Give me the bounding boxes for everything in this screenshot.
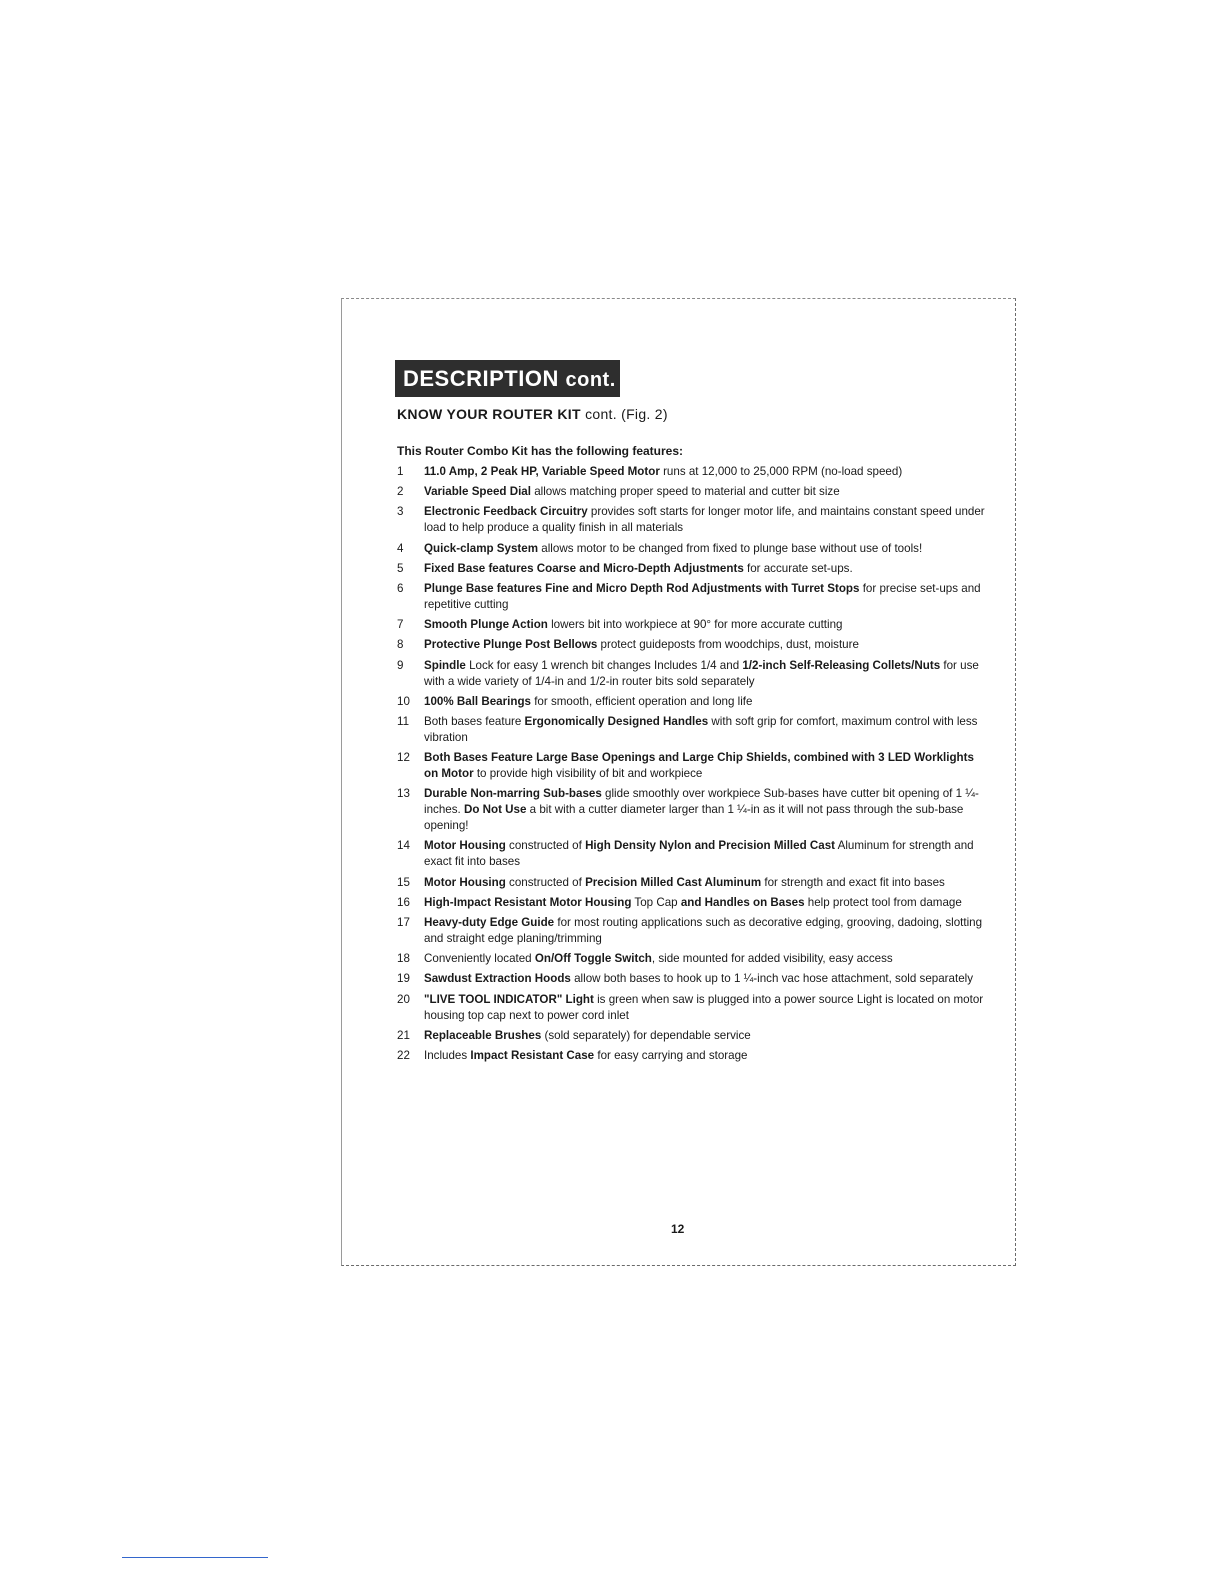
feature-item: [397, 561, 987, 577]
feature-text-normal: protect guideposts from woodchips, dust, moisture: [597, 638, 859, 652]
feature-item: [397, 1028, 987, 1044]
feature-number: 17: [397, 916, 410, 929]
feature-item: [397, 694, 987, 710]
feature-item: [397, 875, 987, 891]
feature-text: [424, 971, 987, 987]
feature-text-bold: Plunge Base features Fine and Micro Depth Rod Adjustments with Turret Stops: [424, 581, 860, 595]
feature-number: 15: [397, 875, 410, 889]
feature-text-bold: Durable Non-marring Sub-bases: [424, 787, 602, 801]
feature-text-normal: lowers bit into workpiece at 90° for more accurate cutting: [547, 618, 843, 632]
footer-link-underline: [122, 1557, 268, 1558]
feature-text: [424, 895, 987, 911]
feature-text: [424, 915, 987, 947]
feature-number: 6: [397, 581, 404, 595]
feature-text-bold: High-Impact Resistant Motor Housing: [424, 895, 632, 909]
feature-item: [397, 658, 987, 690]
feature-item: [397, 617, 987, 633]
feature-text-normal: with soft grip for comfort, maximum control with less vibration: [424, 714, 978, 744]
section-heading: [397, 406, 668, 422]
feature-text-normal: Lock for easy 1 wrench bit changes Includes 1/4 and: [465, 658, 743, 672]
section-banner: [395, 360, 620, 397]
banner-suffix: cont.: [565, 369, 616, 391]
feature-text: [424, 561, 987, 577]
feature-number: 2: [397, 485, 404, 499]
feature-number: 3: [397, 505, 404, 519]
feature-text: [424, 581, 987, 613]
feature-number: 4: [397, 541, 404, 555]
feature-text-normal: (sold separately) for dependable service: [541, 1028, 751, 1042]
feature-number: 16: [397, 895, 410, 909]
feature-text-bold: Replaceable Brushes: [424, 1028, 542, 1042]
feature-text-normal: Conveniently located: [424, 952, 535, 966]
feature-number: 19: [397, 972, 410, 986]
feature-text-normal: Top Cap: [631, 895, 681, 909]
feature-item: [397, 541, 987, 557]
feature-text-normal: allows motor to be changed from fixed to plunge base without use of tools!: [538, 541, 923, 555]
feature-number: 20: [397, 992, 410, 1006]
feature-text-normal: for most routing applications such as decorative edging, grooving, dadoing, slotting and straight edge planing/trimming: [424, 916, 983, 945]
feature-text-normal: Aluminum for strength and exact fit into bases: [424, 839, 974, 869]
page-number: 12: [671, 1222, 685, 1236]
feature-text-bold: and Handles on Bases: [680, 895, 805, 909]
feature-text: [424, 541, 987, 557]
feature-text-normal: is green when saw is plugged into a power source Light is located on motor housing top cap next to power cord inlet: [424, 992, 984, 1022]
feature-text-normal: , side mounted for added visibility, easy access: [651, 952, 893, 966]
feature-text-bold: Protective Plunge Post Bellows: [424, 638, 598, 652]
feature-number: 14: [397, 839, 410, 853]
feature-text-normal: for easy carrying and storage: [594, 1048, 748, 1062]
feature-text-normal: for accurate set-ups.: [743, 561, 853, 575]
feature-text-bold: Spindle: [424, 658, 466, 672]
feature-text: [424, 617, 987, 633]
feature-text-normal: Includes: [424, 1048, 471, 1062]
feature-item: [397, 786, 987, 834]
feature-number: 8: [397, 638, 404, 652]
feature-item: [397, 637, 987, 653]
feature-number: 5: [397, 561, 404, 575]
feature-text: [424, 484, 987, 500]
feature-text-bold: Impact Resistant Case: [470, 1048, 595, 1062]
feature-text-normal: for precise set-ups and repetitive cutting: [424, 581, 981, 611]
feature-item: [397, 504, 987, 536]
feature-text: [424, 992, 987, 1024]
feature-text-bold: Do Not Use: [463, 803, 527, 817]
feature-text-bold: Sawdust Extraction Hoods: [424, 972, 571, 986]
feature-text: [424, 838, 987, 870]
feature-text-normal: allow both bases to hook up to 1 ¼-inch vac hose attachment, sold separately: [570, 972, 974, 986]
feature-number: 22: [397, 1048, 410, 1062]
feature-text-bold: High Density Nylon and Precision Milled Cast: [585, 839, 836, 853]
feature-text-bold: Ergonomically Designed Handles: [524, 714, 709, 728]
feature-item: [397, 951, 987, 967]
feature-text: [424, 875, 987, 891]
section-heading-main: KNOW YOUR ROUTER KIT: [397, 406, 581, 422]
feature-text-normal: provides soft starts for longer motor life, and maintains constant speed under load to help produce a quality finish in all materials: [424, 505, 985, 535]
feature-text-normal: Both bases feature: [424, 714, 525, 728]
feature-number: 18: [397, 952, 410, 966]
feature-text-bold: Motor Housing: [424, 839, 506, 853]
feature-text-bold: "LIVE TOOL INDICATOR" Light: [424, 992, 594, 1006]
feature-number: 21: [397, 1028, 410, 1042]
feature-text-normal: for strength and exact fit into bases: [761, 875, 945, 889]
feature-text: [424, 1048, 987, 1064]
feature-item: [397, 750, 987, 782]
feature-text: [424, 714, 987, 746]
feature-text-normal: for use with a wide variety of 1/4-in and 1/2-in router bits sold separately: [424, 658, 979, 688]
feature-text: [424, 504, 987, 536]
feature-number: 9: [397, 658, 404, 672]
feature-text-bold: Fixed Base features Coarse and Micro-Depth Adjustments: [424, 561, 744, 575]
feature-text-bold: Electronic Feedback Circuitry: [424, 505, 588, 519]
feature-text-normal: constructed of: [505, 839, 586, 853]
feature-number: 11: [397, 714, 410, 728]
feature-item: [397, 464, 987, 480]
feature-text-bold: 100% Ball Bearings: [424, 694, 531, 708]
feature-text: [424, 694, 987, 710]
feature-text-normal: constructed of: [505, 875, 586, 889]
feature-item: [397, 971, 987, 987]
feature-number: 13: [397, 787, 410, 801]
feature-item: [397, 714, 987, 746]
feature-item: [397, 1048, 987, 1064]
feature-text-bold: Variable Speed Dial: [424, 485, 531, 499]
feature-text: [424, 637, 987, 653]
feature-number: 12: [397, 751, 410, 765]
feature-text: [424, 658, 987, 690]
feature-text-bold: 11.0 Amp, 2 Peak HP, Variable Speed Motor: [424, 465, 660, 478]
feature-text-bold: Precision Milled Cast Aluminum: [585, 875, 762, 889]
feature-item: [397, 838, 987, 870]
feature-text-normal: allows matching proper speed to material and cutter bit size: [530, 485, 840, 499]
feature-list: [397, 464, 987, 1068]
feature-text-bold: Motor Housing: [424, 875, 506, 889]
section-heading-suffix: cont. (Fig. 2): [585, 406, 668, 422]
feature-item: [397, 484, 987, 500]
feature-number: 7: [397, 618, 404, 632]
feature-item: [397, 992, 987, 1024]
feature-text-normal: runs at 12,000 to 25,000 RPM (no-load speed): [659, 465, 903, 478]
banner-title: DESCRIPTION: [403, 366, 559, 391]
feature-text-normal: glide smoothly over workpiece Sub-bases have cutter bit opening of 1 ¼-inches.: [424, 787, 979, 817]
feature-text-bold: On/Off Toggle Switch: [534, 952, 652, 966]
feature-number: 1: [397, 465, 404, 478]
feature-text: [424, 1028, 987, 1044]
feature-text-bold: Both Bases Feature Large Base Openings and Large Chip Shields, combined with 3 LED Worklights on Motor: [424, 751, 974, 781]
feature-item: [397, 915, 987, 947]
feature-text: [424, 464, 987, 480]
feature-text-bold: 1/2-inch Self-Releasing Collets/Nuts: [742, 658, 941, 672]
feature-number: 10: [397, 694, 410, 708]
feature-item: [397, 895, 987, 911]
feature-text-bold: Smooth Plunge Action: [424, 618, 548, 632]
feature-text-normal: to provide high visibility of bit and workpiece: [473, 767, 703, 781]
feature-text: [424, 786, 987, 834]
feature-text-normal: for smooth, efficient operation and long life: [530, 694, 753, 708]
feature-text-bold: Heavy-duty Edge Guide: [424, 916, 555, 929]
feature-item: [397, 581, 987, 613]
feature-text-normal: a bit with a cutter diameter larger than 1 ¼-in as it will not pass through the sub-base opening!: [424, 803, 964, 833]
feature-text: [424, 750, 987, 782]
feature-text: [424, 951, 987, 967]
feature-text-bold: Quick-clamp System: [424, 541, 539, 555]
features-intro: This Router Combo Kit has the following features:: [397, 444, 684, 458]
feature-text-normal: help protect tool from damage: [804, 895, 962, 909]
